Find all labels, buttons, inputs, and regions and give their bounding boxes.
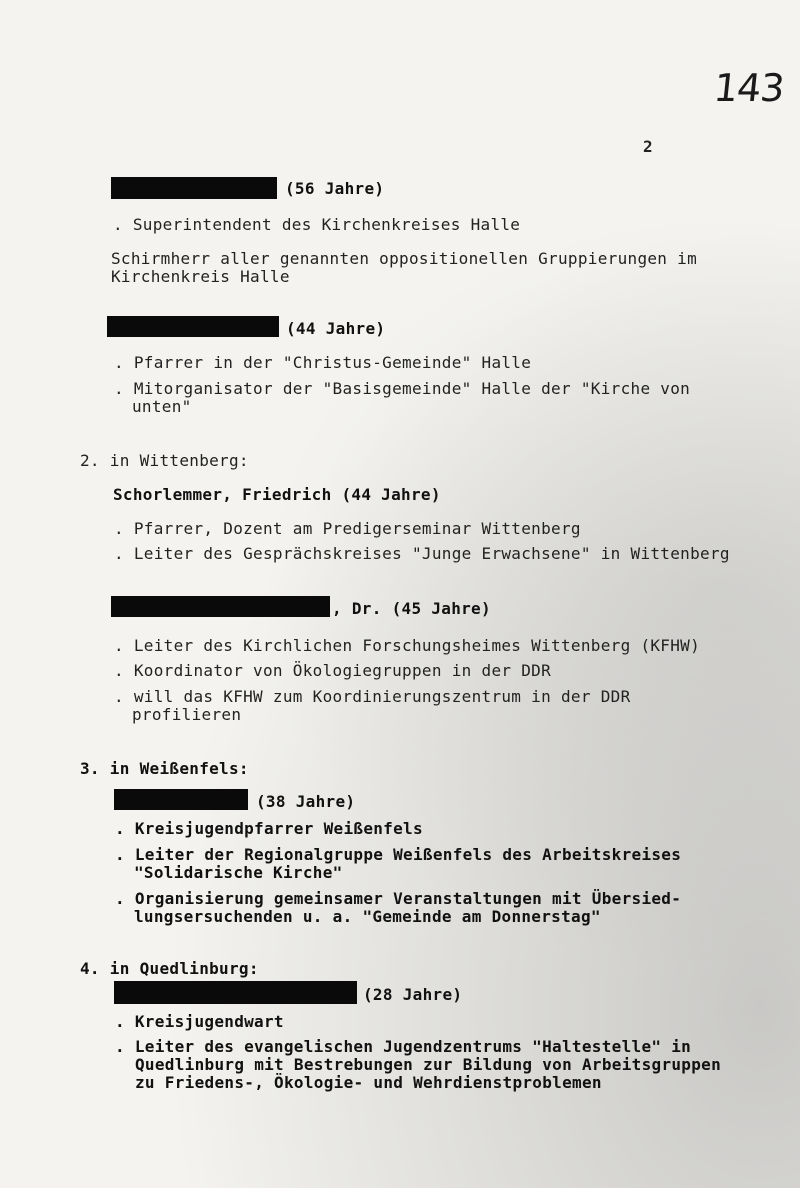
- redaction-bar: [114, 981, 357, 1004]
- redaction-bar: [107, 316, 279, 337]
- entry-note: Schirmherr aller genannten oppositionellen Gruppierungen im: [111, 249, 698, 268]
- entry-age: (44 Jahre): [286, 319, 386, 338]
- entry-age: (56 Jahre): [285, 179, 385, 198]
- handwritten-folio-number: 143: [711, 66, 786, 110]
- entry-bullet: . Organisierung gemeinsamer Veranstaltungen mit Übersied-: [115, 889, 682, 908]
- redaction-bar: [111, 177, 277, 199]
- entry-bullet-cont: unten": [132, 397, 192, 416]
- redaction-bar: [111, 596, 330, 617]
- entry-age: , Dr. (45 Jahre): [332, 599, 491, 618]
- entry-age: (28 Jahre): [363, 985, 463, 1004]
- redaction-bar: [114, 789, 248, 810]
- entry-bullet: . Superintendent des Kirchenkreises Halle: [113, 215, 521, 234]
- entry-age: (38 Jahre): [256, 792, 356, 811]
- section-heading: 2. in Wittenberg:: [80, 451, 249, 470]
- entry-bullet: . Koordinator von Ökologiegruppen in der DDR: [114, 661, 552, 680]
- entry-bullet: . Pfarrer, Dozent am Predigerseminar Wittenberg: [114, 519, 581, 538]
- entry-bullet: . Leiter des Kirchlichen Forschungsheimes Wittenberg (KFHW): [114, 636, 701, 655]
- entry-bullet: . Leiter des evangelischen Jugendzentrums "Haltestelle" in: [115, 1037, 692, 1056]
- entry-bullet-cont: "Solidarische Kirche": [134, 863, 343, 882]
- entry-bullet-cont: profilieren: [132, 705, 242, 724]
- entry-bullet: . Kreisjugendpfarrer Weißenfels: [115, 819, 423, 838]
- page-number: 2: [643, 137, 653, 156]
- section-heading: 3. in Weißenfels:: [80, 759, 249, 778]
- entry-bullet-cont: lungsersuchenden u. a. "Gemeinde am Donnerstag": [134, 907, 601, 926]
- section-heading: 4. in Quedlinburg:: [80, 959, 259, 978]
- entry-name: Schorlemmer, Friedrich (44 Jahre): [113, 485, 441, 504]
- entry-bullet: . Leiter des Gesprächskreises "Junge Erwachsene" in Wittenberg: [114, 544, 730, 563]
- entry-note: Kirchenkreis Halle: [111, 267, 290, 286]
- entry-bullet-cont: Quedlinburg mit Bestrebungen zur Bildung von Arbeitsgruppen: [135, 1055, 722, 1074]
- entry-bullet: . Pfarrer in der "Christus-Gemeinde" Halle: [114, 353, 532, 372]
- entry-bullet: . Mitorganisator der "Basisgemeinde" Halle der "Kirche von: [114, 379, 691, 398]
- entry-bullet: . Kreisjugendwart: [115, 1012, 284, 1031]
- entry-bullet: . Leiter der Regionalgruppe Weißenfels des Arbeitskreises: [115, 845, 682, 864]
- entry-bullet-cont: zu Friedens-, Ökologie- und Wehrdienstproblemen: [135, 1073, 602, 1092]
- entry-bullet: . will das KFHW zum Koordinierungszentrum in der DDR: [114, 687, 631, 706]
